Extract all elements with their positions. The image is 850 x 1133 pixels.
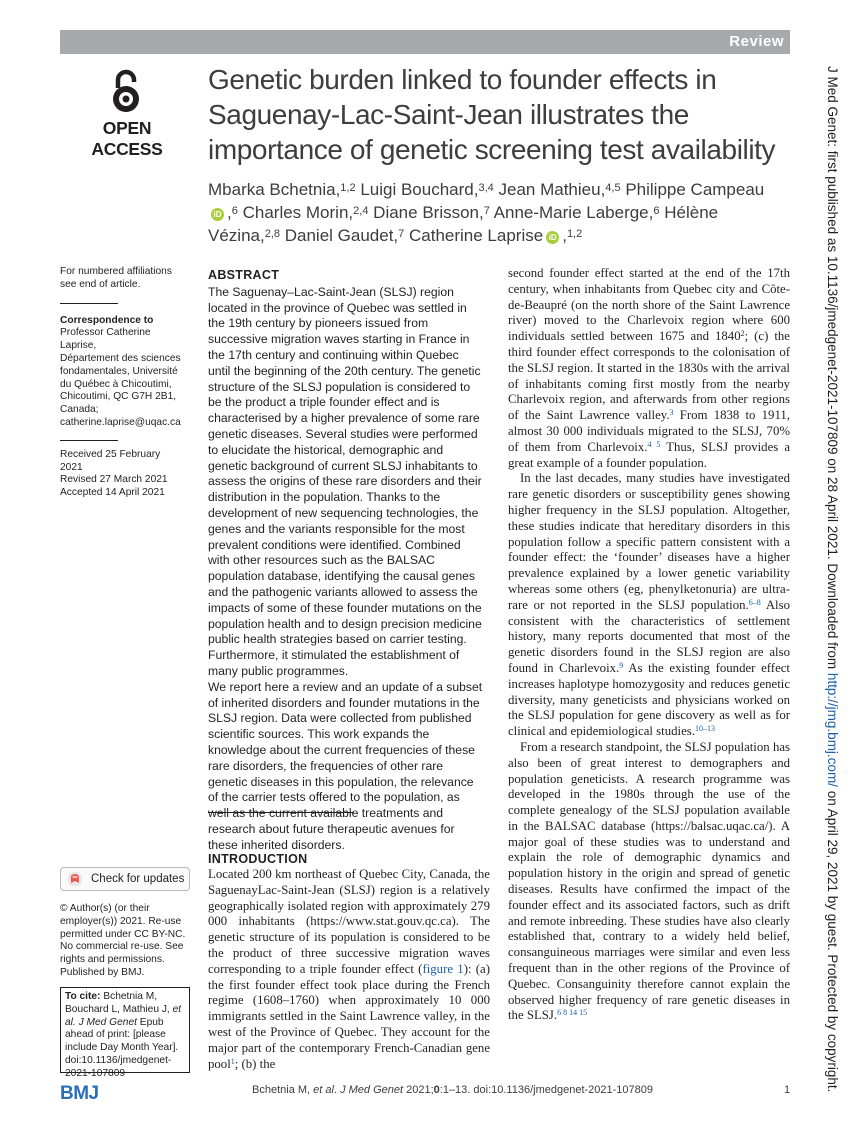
- author: Luigi Bouchard,: [360, 180, 479, 199]
- affiliation-marker: 7: [483, 205, 490, 217]
- open-access-icon: [110, 68, 142, 114]
- divider: [60, 440, 118, 441]
- text-run: In the last decades, many studies have investigated rare genetic disorders or susceptibility genes showing higher frequency in the SLSJ population. Altogether, these studies indicate that hereditary disorders in this population follow a specific pattern consistent with a founder effect: the ‘founder’ diseases have a higher prevalence explained by a lower genetic variability whereas some others (eg, phenylketonuria) are ultra-rare or not reported in the SLSJ population.: [508, 471, 790, 612]
- text-run: As the existing founder effect increases haplotype homozygosity and reduces genetic diversity, many geneticists and physicians worked on the SLSJ population for gene discovery as well as for clinical and epidemiological studies.: [508, 660, 790, 739]
- abstract-end-rule: [208, 812, 354, 813]
- open-access-label: OPEN ACCESS: [91, 118, 163, 159]
- page-number: 1: [784, 1084, 791, 1096]
- author: Diane Brisson,: [373, 203, 484, 222]
- text-run: ; (b) the: [234, 1056, 276, 1071]
- journal-url-link[interactable]: http://jmg.bmj.com/: [825, 672, 840, 787]
- author: Jean Mathieu,: [498, 180, 606, 199]
- text-run: 2021;: [403, 1084, 434, 1096]
- introduction-paragraph: [208, 867, 490, 1072]
- affiliation-marker: 3,4: [478, 182, 494, 194]
- affiliation-marker: 1,2: [566, 228, 583, 240]
- reference-link[interactable]: 10–13: [694, 724, 715, 734]
- text-run: From a research standpoint, the SLSJ population has also been of great interest to demographers and population geneticists. A research programme was developed in the 1980s through the use of the complete genealogy of the SLSJ population available in the BALSAC database (https://balsac.uqac.ca/). A major goal of these studies was to understand and explain the role of demographic dynamics and population history in the origin and spread of genetic diseases. Results have confirmed the impact of the founder effect and its associated factors, such as drift and remote inbreeding. These studies have also clearly established that, contrary to a widely held belief, consanguineous marriages were similar and even less frequent than in the other regions of the Province of Quebec. Consanguinity therefore cannot explain the observed higher frequency of rare genetic diseases in the SLSJ.: [508, 739, 790, 1023]
- introduction-section: [208, 852, 490, 1072]
- text-run: .: [333, 1084, 341, 1096]
- body-paragraph: [508, 266, 790, 471]
- author: Charles Morin,: [242, 203, 354, 222]
- author: Catherine Laprise: [409, 226, 544, 245]
- abstract: [208, 268, 484, 853]
- divider: [60, 303, 118, 304]
- accepted-date: Accepted 14 April 2021: [60, 487, 165, 499]
- text-run: Bchetnia M,: [252, 1084, 314, 1096]
- check-updates-icon: [67, 871, 83, 887]
- reference-link[interactable]: 9: [619, 660, 624, 670]
- reference-link[interactable]: 1: [230, 1056, 235, 1066]
- text-run: on April 29, 2021 by guest. Protected by copyright.: [825, 786, 840, 1093]
- orcid-icon[interactable]: iD: [211, 208, 224, 221]
- reference-link[interactable]: 2: [740, 329, 745, 339]
- affiliation-marker: 2,8: [264, 228, 280, 240]
- text-run: J Med Genet: first published as 10.1136/jmedgenet-2021-107809 on 28 April 2021. Downloaded from: [825, 66, 840, 673]
- correspondence-heading: Correspondence to: [60, 314, 154, 326]
- reference-link[interactable]: 3: [669, 408, 674, 418]
- introduction-heading: INTRODUCTION: [208, 852, 308, 866]
- reference-link[interactable]: 4 5: [647, 439, 661, 449]
- abstract-paragraph: We report here a review and an update of a subset of inherited disorders and founder mutations in the SLSJ region. Data were collected from published scientific sources. This work expands the knowledge about the current frequencies of these rare disorders, the frequencies of other rare genetic diseases in this population, the relevance of the carrier tests offered to the population, as well as the current available treatments and research about future therapeutic avenues for these inherited disorders.: [208, 679, 483, 852]
- download-notice: [825, 66, 840, 1093]
- cite-journal: J Med Genet: [78, 1016, 137, 1028]
- reference-link[interactable]: 6 8 14 15: [557, 1008, 588, 1018]
- text-run: 0: [433, 1084, 440, 1096]
- author-list: Mbarka Bchetnia,$^{1,2}$ Luigi Bouchard,$^{3,4}$ Jean Mathieu,$^{4,5}$ Philippe CampeauiD ,$^6$ Charles Morin,$^{2,4}$ Diane Brisson,$^7$ Anne-Marie Laberge,$^6$ Hélène Vézina,$^{2,8}$ Daniel Gaudet,$^7$ Catherine Laprise iD ,$^{1,2}$: [208, 180, 765, 245]
- revised-date: Revised 27 March 2021: [60, 474, 168, 486]
- orcid-icon[interactable]: iD: [546, 231, 559, 244]
- affiliation-marker: 7: [398, 228, 405, 240]
- received-date: Received 25 February 2021: [60, 448, 161, 473]
- check-updates-label: Check for updates: [91, 873, 185, 885]
- reference-link[interactable]: 6–8: [748, 597, 761, 607]
- cite-authors: Bchetnia M, Bouchard L, Mathieu J,: [65, 991, 170, 1015]
- affiliation-marker: 2,4: [353, 205, 369, 217]
- text-run: ): (a) the first founder effect took place during the French regime (1608–1760) when approximately 10 000 immigrants settled in the Saint Lawrence valley, in the west of the Province of Quebec. They account for the major part of the contemporary French-Canadian gene pool: [208, 961, 490, 1071]
- correspondence-email[interactable]: catherine.laprise@uqac.ca: [60, 416, 181, 428]
- section-header-bar: [60, 30, 790, 54]
- text-run: Located 200 km northeast of Quebec City, Canada, the SaguenayLac-Saint-Jean (SLSJ) region is a relatively geographically isolated region with approximately 279 000 inhabitants (https://www.stat.gouv.qc.ca). The genetic structure of its population is considered to be the product of three successive migration waves corresponding to a triple founder effect (: [208, 867, 490, 976]
- abstract-heading: ABSTRACT: [208, 268, 280, 282]
- footer-citation: [252, 1084, 653, 1096]
- text-run: ; (c) the third founder effect corresponds to the colonisation of the SLSJ region. It started in the 1830s with the arrival of inhabitants coming first mostly from the nearby Charlevoix region, and afterwards from other regions of the Saint Lawrence valley.: [508, 329, 790, 423]
- author: Anne-Marie Laberge,: [493, 203, 654, 222]
- abstract-paragraph: The Saguenay–Lac-Saint-Jean (SLSJ) region located in the province of Quebec was settled in the 19th century by pioneers issued from successive migration waves starting in France in the 17th century and continuing within Quebec until the beginning of the 20th century. The genetic structure of the SLSJ population is considered to be the product a triple founder effect and is characterised by a higher prevalence of some rare genetic diseases. Several studies were performed to elucidate the historical, demographic and genetic background of current SLSJ inhabitants to assess the origins of these rare disorders and their distribution in the population. Thanks to the development of new sequencing technologies, the genes and the variants responsible for the most prevalent conditions were identified. Combined with other resources such as the BALSAC population database, identifying the causal genes and the pathogenic variants allowed to assess the impacts of some of these founder mutations on the population health and to design precision medicine public health strategies based on carrier testing. Furthermore, it stimulated the establishment of many public programmes.: [208, 284, 482, 678]
- cite-etal: et al.: [65, 1003, 182, 1028]
- affiliation-marker: 4,5: [605, 182, 621, 194]
- correspondence-line: Département des sciences: [60, 352, 181, 364]
- author: Mbarka Bchetnia,: [208, 180, 341, 199]
- author: Philippe Campeau: [625, 180, 765, 199]
- license-statement: © Author(s) (or their employer(s)) 2021. Re-use permitted under CC BY-NC. No commercial re-use. See rights and permissions. Published by BMJ.: [60, 903, 186, 978]
- section-label: Review: [729, 33, 784, 50]
- correspondence-line: Chicoutimi, QC G7H 2B1,: [60, 391, 177, 403]
- text-run: Thus, SLSJ provides a great example of a founder population.: [508, 439, 791, 470]
- check-for-updates-button[interactable]: [60, 867, 190, 891]
- cite-details: Epub ahead of print: [please include Day Month Year]. doi:10.1136/jmedgenet-2021-107809: [65, 1016, 179, 1079]
- correspondence-line: Professor Catherine Laprise,: [60, 327, 151, 352]
- author: Hélène Vézina,: [208, 203, 719, 245]
- text-run: :1–13. doi:10.1136/jmedgenet-2021-107809: [439, 1084, 654, 1096]
- text-run: second founder effect started at the end of the 17th century, when inhabitants from Quebec city and Côte-de-Beaupré (on the north shore of the Saint Lawrence river) moved to the Charlevoix region where 600 individuals settled between 1675 and 1840: [508, 266, 790, 344]
- correspondence-line: Canada;: [60, 404, 99, 416]
- body-paragraph: [508, 471, 790, 740]
- affiliation-marker: 1,2: [340, 182, 356, 194]
- author: Daniel Gaudet,: [284, 226, 399, 245]
- text-run: Also consistent with the characteristics of settlement history, many reports documented that most of the genetic disorders found in the SLSJ region are also found in Charlevoix.: [508, 597, 790, 675]
- text-run: J Med Genet: [340, 1084, 404, 1096]
- citation-box: [60, 987, 190, 1079]
- correspondence-line: du Québec à Chicoutimi,: [60, 378, 172, 390]
- body-paragraph: [508, 740, 790, 1024]
- article-title: Genetic burden linked to founder effects in Saguenay-Lac-Saint-Jean illustrates the importance of genetic screening test availability: [208, 64, 776, 165]
- correspondence-line: fondamentales, Université: [60, 365, 178, 377]
- figure-link[interactable]: figure 1: [422, 961, 464, 976]
- affiliation-marker: 6: [231, 205, 238, 217]
- cite-label: To cite:: [65, 991, 101, 1002]
- bmj-logo: BMJ: [60, 1083, 99, 1104]
- affiliations-note: For numbered affiliations see end of article.: [60, 266, 172, 290]
- text-run: et al: [313, 1084, 334, 1096]
- right-column: [508, 266, 790, 1024]
- text-run: From 1838 to 1911, almost 30 000 individuals migrated to the SLSJ, 70% of them from Charlevoix.: [508, 408, 790, 454]
- affiliation-marker: 6: [653, 205, 660, 217]
- article-sidebar: [60, 266, 185, 500]
